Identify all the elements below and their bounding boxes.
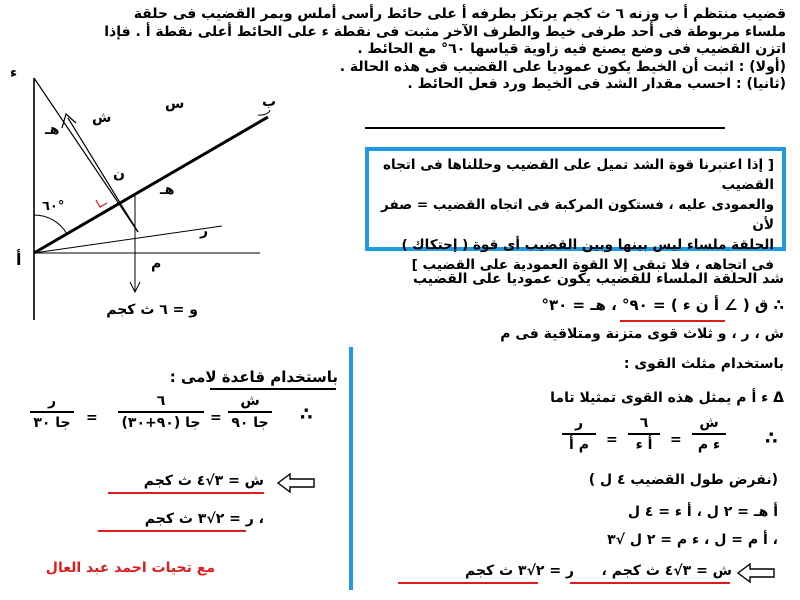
lami-title: باستخدام قاعدة لامى : — [169, 368, 338, 386]
final-answer-left: ر = ٢√٣ ث كجم — [464, 563, 574, 579]
lami-answer-2-underline — [98, 530, 246, 532]
ratio-f2-den: أ ء — [635, 437, 653, 453]
angle-underline — [620, 320, 725, 322]
blue-separator — [349, 347, 353, 590]
lami-frac-a — [228, 392, 272, 432]
angle-result: ∴ ق ( ∠ أ ن ء ) = ٩٠° ، هـ = ٣٠° — [541, 296, 784, 314]
note-line: الحلقة ملساء ليس بينها وبين القضيب أى قوة ( إحتكاك ) — [401, 237, 774, 253]
note-box — [365, 147, 786, 273]
final-answer-right: ش = ٣√٤ ث كجم ، — [601, 563, 732, 579]
assume-length: (نفرض طول القضيب ٤ ل ) — [588, 472, 778, 488]
lami-frac-c-den: جا ٣٠ — [33, 415, 71, 431]
label-r: ر — [200, 223, 209, 239]
ratio-f3 — [562, 414, 596, 454]
label-angle: ٦٠° — [42, 199, 65, 214]
reaction-line — [34, 226, 222, 253]
note-line: والعمودى عليه ، فستكون المركبة فى اتجاه القضيب = صفر لأن — [381, 197, 774, 233]
lami-title-underline — [210, 388, 336, 390]
angle-arc — [34, 215, 67, 234]
therefore-right: ∴ — [765, 428, 778, 449]
forces-line: ش ، ر ، و ثلاث قوى متزنة ومتلاقية فى م — [500, 326, 784, 342]
problem-line: قضيب منتظم أ ب وزنه ٦ ث كجم يرتكز بطرفه أ على حائط رأسى أملس ويمر القضيب فى حلقة — [133, 6, 786, 22]
lengths-1: أ هـ = ٢ ل ، أ ء = ٤ ل — [627, 504, 778, 520]
rod-ab — [34, 117, 268, 253]
ratio-f3-num: ر — [574, 415, 584, 431]
label-sh: ش — [92, 110, 112, 126]
lami-frac-b-den: جا (٩٠+٣٠) — [121, 415, 201, 431]
ratio-f2-num: ٦ — [639, 415, 649, 431]
lami-answer-1-underline — [108, 492, 264, 494]
lami-frac-b-num: ٦ — [156, 393, 166, 409]
b-mark — [258, 110, 270, 115]
lengths-2: ، أ م = ل ، ء م = ٢ ل √٣ — [607, 532, 778, 548]
ratio-f3-den: م أ — [569, 437, 589, 453]
problem-line: (أولا) : اثبت أن الخيط يكون عموديا على القضيب فى هذه الحالة . — [339, 58, 786, 75]
tension-arrowhead — [62, 114, 76, 128]
label-b: ب — [262, 94, 277, 110]
right-angle-mark — [96, 200, 107, 207]
using-triangle: باستخدام مثلث القوى : — [623, 356, 784, 372]
arrow-icon — [736, 562, 776, 584]
lami-answer-1: ش = ٣√٤ ث كجم — [143, 473, 264, 489]
note-line: [ إذا اعتبرنا قوة الشد تميل على القضيب وحللناها فى اتجاه القضيب — [383, 157, 774, 193]
ratio-f1 — [692, 414, 726, 454]
ratio-f1-num: ش — [699, 415, 719, 431]
label-s: س — [165, 96, 185, 112]
ratio-f2 — [628, 414, 660, 454]
problem-line: اتزن القضيب فى وضع يصنع فيه زاوية قياسها ٦٠° مع الحائط . — [357, 41, 786, 57]
eq-sign: = — [86, 410, 98, 426]
label-a: أ — [16, 250, 22, 269]
weight-label: و = ٦ ث كجم — [106, 302, 198, 318]
label-h: هـ — [45, 122, 60, 138]
final-underline-right — [570, 582, 730, 584]
lami-frac-a-num: ش — [240, 393, 260, 409]
final-underline-left — [398, 582, 538, 584]
label-h2: هـ — [160, 182, 175, 198]
ring-statement: شد الحلقة الملساء للقضيب يكون عموديا على القضيب — [412, 271, 784, 287]
triangle-line: Δ ء أ م يمثل هذه القوى تمثيلا تاما — [550, 390, 784, 406]
ratio-f1-den: ء م — [697, 437, 721, 453]
problem-underline — [365, 127, 725, 129]
lami-frac-c — [30, 392, 74, 432]
lami-answer-2: ، ر = ٢√٣ ث كجم — [144, 511, 264, 527]
label-m: م — [151, 256, 162, 272]
label-n: ن — [113, 166, 125, 182]
tension-arrow — [68, 118, 138, 232]
lami-frac-a-den: جا ٩٠ — [231, 415, 269, 431]
statics-diagram — [0, 60, 340, 330]
signature: مع تحيات احمد عبد العال — [45, 560, 215, 576]
problem-line: (ثانيا) : احسب مقدار الشد فى الخيط ورد فعل الحائط . — [407, 76, 786, 92]
note-line: فى اتجاهه ، فلا تبقى إلا القوة العمودية على القضيب ] — [411, 257, 774, 273]
eq-sign: = — [210, 410, 222, 426]
problem-line: ملساء مربوطة فى أحد طرفى خيط والطرف الآخر مثبت فى نقطة ء على الحائط أعلى نقطة أ . فإذا — [104, 23, 786, 40]
label-d: ء — [10, 65, 18, 81]
therefore-left: ∴ — [300, 404, 313, 425]
lami-frac-b — [118, 392, 204, 432]
arrow-icon — [276, 472, 316, 494]
lami-frac-c-num: ر — [47, 393, 57, 409]
